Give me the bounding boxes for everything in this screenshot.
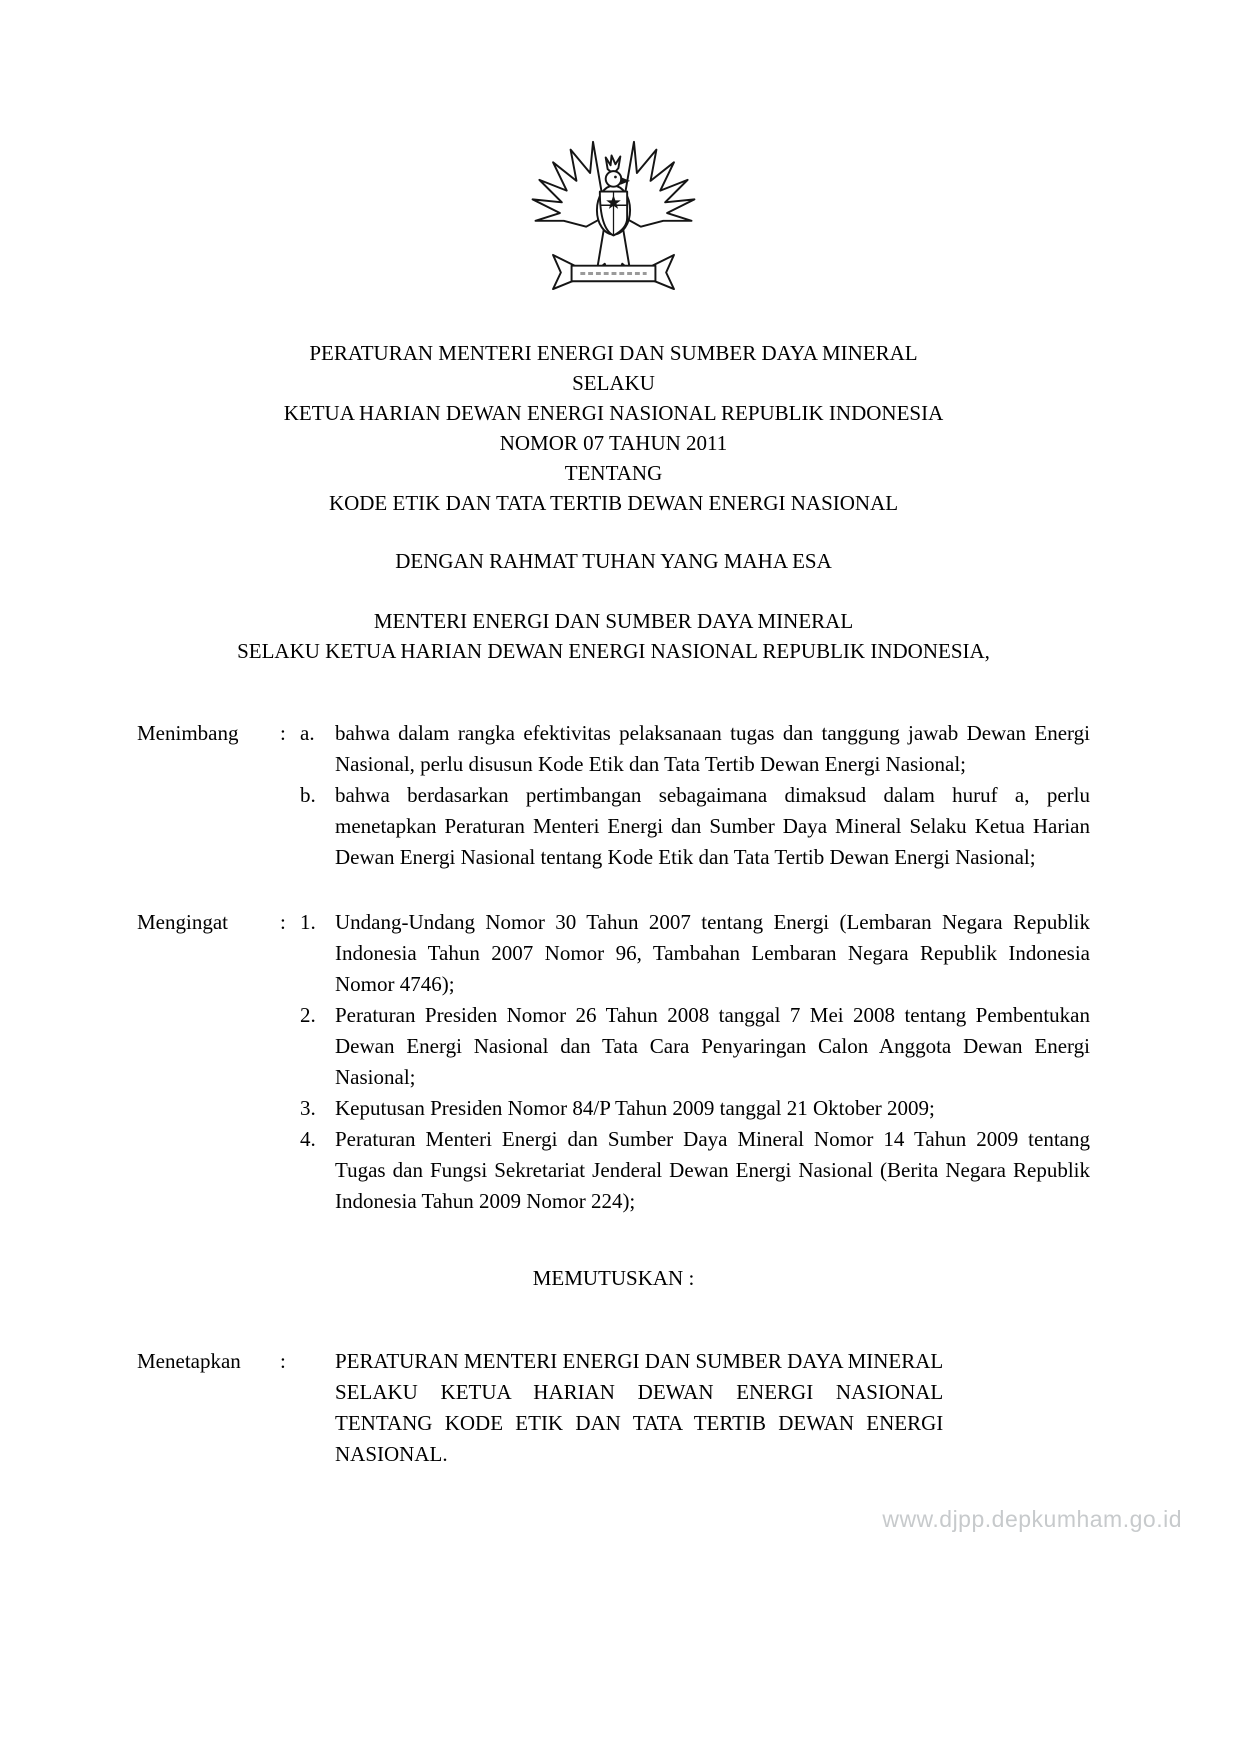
item-text: Keputusan Presiden Nomor 84/P Tahun 2009 tanggal 21 Oktober 2009; [335,1096,935,1120]
colon-separator: : [280,1349,286,1373]
item-text: bahwa berdasarkan pertimbangan sebagaimana dimaksud dalam huruf a, perlu menetapkan Peraturan Menteri Energi dan Sumber Daya Mineral Selaku Ketua Harian Dewan Energi Nasional tentang Kode Etik dan Tata Tertib Dewan Energi Nasional; [335,783,1090,869]
garuda-pancasila-icon [516,130,711,298]
legal-basis-item [300,1000,1090,1093]
enactment-label: Menetapkan [137,1349,241,1373]
item-marker: b. [300,783,316,807]
item-marker: 1. [300,910,316,934]
legal-basis-item [300,1093,1090,1124]
enactment-line: PERATURAN MENTERI ENERGI DAN SUMBER DAYA MINERAL [335,1349,944,1373]
enactment-line: NASIONAL. [335,1442,448,1466]
enactment-section [137,1346,1090,1470]
legal-basis-section [137,907,1090,1217]
title-line: TENTANG [564,461,663,485]
decision-heading: MEMUTUSKAN : [532,1266,695,1290]
item-text: Peraturan Menteri Energi dan Sumber Daya Mineral Nomor 14 Tahun 2009 tentang Tugas dan Fungsi Sekretariat Jenderal Dewan Energi Nasional (Berita Negara Republik Indonesia Tahun 2009 Nomor 224); [335,1127,1090,1213]
legal-basis-item [300,907,1090,1000]
legal-basis-item [300,1124,1090,1217]
item-marker: 3. [300,1096,316,1120]
item-text: Undang-Undang Nomor 30 Tahun 2007 tentang Energi (Lembaran Negara Republik Indonesia Tahun 2007 Nomor 96, Tambahan Lembaran Negara Republik Indonesia Nomor 4746); [335,910,1090,996]
authority-block [137,606,1090,666]
item-marker: a. [300,721,315,745]
enactment-text [335,1346,943,1470]
enactment-line: SELAKU KETUA HARIAN DEWAN ENERGI NASIONAL [335,1380,944,1404]
consideration-item [300,780,1090,873]
title-line: SELAKU [572,371,655,395]
invocation-line: DENGAN RAHMAT TUHAN YANG MAHA ESA [395,549,832,573]
title-line: KODE ETIK DAN TATA TERTIB DEWAN ENERGI NASIONAL [328,491,899,515]
enactment-line: TENTANG KODE ETIK DAN TATA TERTIB DEWAN ENERGI [335,1411,944,1435]
enactment-item [300,1346,1090,1470]
item-marker: 4. [300,1127,316,1151]
item-text: Peraturan Presiden Nomor 26 Tahun 2008 tanggal 7 Mei 2008 tentang Pembentukan Dewan Energi Nasional dan Tata Cara Penyaringan Calon Anggota Dewan Energi Nasional; [335,1003,1090,1089]
colon-separator: : [280,910,286,934]
item-marker-empty [300,1346,335,1470]
emblem-container [137,130,1090,298]
considerations-label: Menimbang [137,721,239,745]
consideration-item [300,718,1090,780]
document-title [137,338,1090,518]
item-marker: 2. [300,1003,316,1027]
title-line: NOMOR 07 TAHUN 2011 [499,431,728,455]
item-text: bahwa dalam rangka efektivitas pelaksanaan tugas dan tanggung jawab Dewan Energi Nasional, perlu disusun Kode Etik dan Tata Tertib Dewan Energi Nasional; [335,721,1090,776]
legal-basis-label: Mengingat [137,910,228,934]
colon-separator: : [280,721,286,745]
title-line: KETUA HARIAN DEWAN ENERGI NASIONAL REPUBLIK INDONESIA [283,401,944,425]
authority-line: MENTERI ENERGI DAN SUMBER DAYA MINERAL [373,609,854,633]
considerations-section [137,718,1090,873]
watermark-text: www.djpp.depkumham.go.id [882,1506,1182,1532]
title-line: PERATURAN MENTERI ENERGI DAN SUMBER DAYA MINERAL [309,341,918,365]
authority-line: SELAKU KETUA HARIAN DEWAN ENERGI NASIONAL REPUBLIK INDONESIA, [237,639,990,663]
